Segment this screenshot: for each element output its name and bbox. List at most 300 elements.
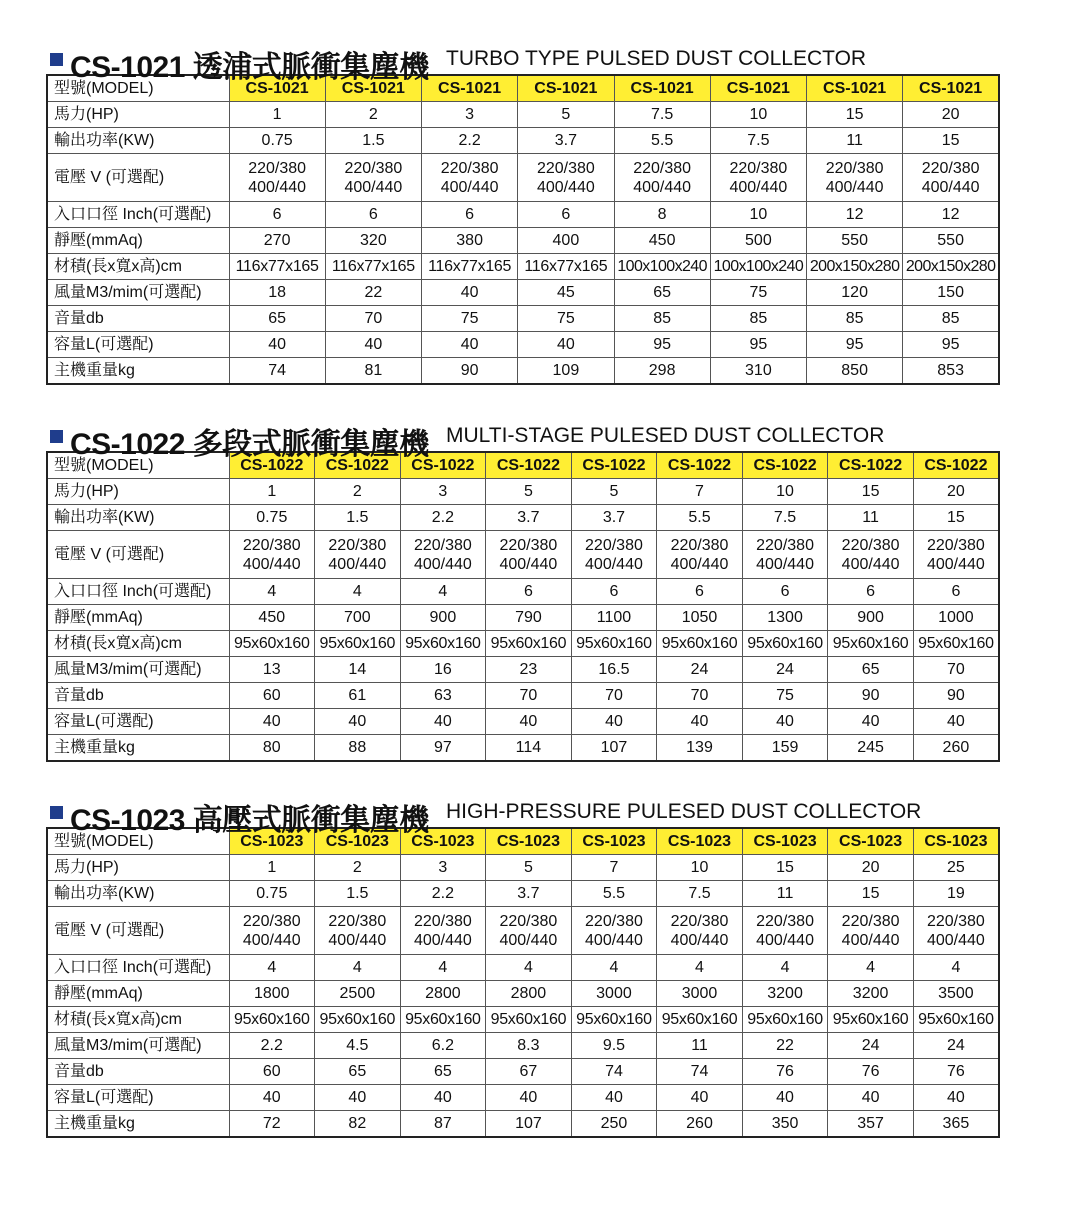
table-cell [828,907,914,955]
model-cell: CS-1022 [828,452,914,479]
table-cell: 139 [657,735,743,762]
table-cell: 4 [229,955,315,981]
table-cell: 150 [903,280,999,306]
table-cell [325,154,421,202]
table-cell: 310 [710,358,806,385]
table-cell: 40 [742,1085,828,1111]
voltage-line-1: 220/380 [248,159,307,177]
voltage-line-1: 220/380 [328,536,387,554]
table-cell [422,154,518,202]
table-cell: 2.2 [400,505,486,531]
model-cell: CS-1022 [657,452,743,479]
voltage-line-1: 220/380 [926,536,985,554]
voltage-line-1: 220/380 [585,536,643,554]
table-cell: 40 [400,709,486,735]
table-cell: 2 [315,479,401,505]
table-cell: 40 [325,332,421,358]
table-cell: 3.7 [486,505,572,531]
table-cell: 107 [486,1111,572,1138]
voltage-line-2: 400/440 [926,931,985,949]
row-label: 電壓 V (可選配) [47,154,229,202]
table-row [47,735,999,762]
table-cell: 65 [828,657,914,683]
model-cell: CS-1023 [657,828,743,855]
table-cell: 357 [828,1111,914,1138]
table-cell: 116x77x165 [325,254,421,280]
model-cell: CS-1022 [913,452,999,479]
table-cell: 10 [657,855,743,881]
table-cell: 95 [614,332,710,358]
table-cell: 4 [400,955,486,981]
table-cell: 74 [657,1059,743,1085]
model-cell: CS-1021 [710,75,806,102]
table-cell: 1.5 [325,128,421,154]
table-cell: 7 [657,479,743,505]
table-row [47,280,999,306]
voltage-line-1: 220/380 [921,159,980,177]
table-cell: 114 [486,735,572,762]
table-cell: 15 [913,505,999,531]
table-cell: 95x60x160 [657,631,743,657]
table-row [47,881,999,907]
row-label: 容量L(可選配) [47,332,229,358]
voltage-line-1: 220/380 [670,536,729,554]
table-cell: 25 [913,855,999,881]
table-cell: 320 [325,228,421,254]
voltage-line-1: 220/380 [926,912,985,930]
table-cell: 3200 [742,981,828,1007]
table-row [47,306,999,332]
table-cell: 250 [571,1111,657,1138]
model-cell: CS-1022 [315,452,401,479]
table-cell: 20 [903,102,999,128]
table-cell: 81 [325,358,421,385]
table-cell: 40 [571,709,657,735]
table-cell: 40 [518,332,614,358]
table-cell: 63 [400,683,486,709]
voltage-line-2: 400/440 [440,178,499,196]
voltage-line-2: 400/440 [413,555,472,573]
table-cell: 70 [325,306,421,332]
voltage-line-1: 220/380 [499,912,558,930]
table-cell: 3200 [828,981,914,1007]
table-cell: 90 [422,358,518,385]
table-cell: 40 [828,1085,914,1111]
table-row [47,358,999,385]
model-cell: CS-1022 [486,452,572,479]
row-label: 風量M3/mim(可選配) [47,280,229,306]
table-cell: 22 [742,1033,828,1059]
table-row [47,981,999,1007]
table-cell: 95x60x160 [571,631,657,657]
table-cell: 0.75 [229,505,315,531]
voltage-line-2: 400/440 [633,178,692,196]
model-cell: CS-1021 [518,75,614,102]
table-cell: 95x60x160 [486,631,572,657]
table-cell: 15 [828,881,914,907]
table-row [47,102,999,128]
table-row [47,202,999,228]
table-cell: 3.7 [486,881,572,907]
table-cell: 4 [400,579,486,605]
table-cell: 95x60x160 [400,631,486,657]
table-cell: 85 [710,306,806,332]
table-cell: 5 [486,855,572,881]
table-cell: 95x60x160 [657,1007,743,1033]
table-cell: 40 [742,709,828,735]
table-cell: 85 [807,306,903,332]
table-cell: 72 [229,1111,315,1138]
section-english-title: HIGH-PRESSURE PULESED DUST COLLECTOR [446,800,922,823]
table-cell: 4 [828,955,914,981]
table-cell: 90 [828,683,914,709]
table-cell: 260 [657,1111,743,1138]
table-row [47,1007,999,1033]
table-cell: 10 [710,102,806,128]
table-cell: 18 [229,280,325,306]
section-title [46,421,998,461]
table-row [47,579,999,605]
table-cell [486,907,572,955]
table-cell: 40 [913,709,999,735]
table-cell: 40 [315,709,401,735]
row-label: 靜壓(mmAq) [47,981,229,1007]
table-cell: 15 [807,102,903,128]
table-row [47,683,999,709]
model-cell: CS-1021 [422,75,518,102]
table-cell: 22 [325,280,421,306]
table-cell: 70 [571,683,657,709]
table-cell: 67 [486,1059,572,1085]
table-cell: 1800 [229,981,315,1007]
table-cell: 65 [614,280,710,306]
voltage-line-1: 220/380 [328,912,387,930]
table-cell: 95x60x160 [913,1007,999,1033]
table-cell: 1.5 [315,505,401,531]
table-cell: 40 [828,709,914,735]
table-cell: 40 [571,1085,657,1111]
table-cell [913,907,999,955]
table-cell: 2500 [315,981,401,1007]
model-cell: CS-1021 [229,75,325,102]
table-cell: 40 [229,332,325,358]
voltage-line-1: 220/380 [499,536,558,554]
table-cell: 24 [913,1033,999,1059]
row-label: 容量L(可選配) [47,1085,229,1111]
table-cell: 2 [315,855,401,881]
row-label: 風量M3/mim(可選配) [47,657,229,683]
table-cell: 1050 [657,605,743,631]
table-cell: 85 [614,306,710,332]
table-cell: 6 [913,579,999,605]
row-label: 電壓 V (可選配) [47,531,229,579]
table-cell: 1300 [742,605,828,631]
table-cell: 40 [486,709,572,735]
row-label: 音量db [47,1059,229,1085]
table-cell: 95x60x160 [828,631,914,657]
row-label: 電壓 V (可選配) [47,907,229,955]
table-row [47,505,999,531]
voltage-line-2: 400/440 [242,555,301,573]
row-label: 入口口徑 Inch(可選配) [47,202,229,228]
table-cell: 95 [903,332,999,358]
table-cell: 550 [807,228,903,254]
voltage-line-2: 400/440 [670,555,729,573]
table-cell: 40 [657,1085,743,1111]
table-cell: 850 [807,358,903,385]
voltage-line-2: 400/440 [344,178,403,196]
table-cell: 6 [657,579,743,605]
table-cell: 380 [422,228,518,254]
voltage-line-2: 400/440 [328,931,387,949]
row-label: 主機重量kg [47,1111,229,1138]
table-cell: 4 [229,579,315,605]
row-label: 音量db [47,683,229,709]
table-cell [400,907,486,955]
voltage-line-2: 400/440 [670,931,729,949]
table-cell: 24 [657,657,743,683]
table-row [47,631,999,657]
spec-table [46,451,1000,762]
table-cell [315,531,401,579]
table-cell: 95x60x160 [315,1007,401,1033]
row-label: 型號(MODEL) [47,75,229,102]
table-cell: 95 [710,332,806,358]
table-row [47,605,999,631]
table-cell: 70 [913,657,999,683]
table-cell: 159 [742,735,828,762]
table-cell [913,531,999,579]
spec-section-cs1023 [46,797,998,1138]
voltage-line-1: 220/380 [729,159,788,177]
table-cell: 4 [742,955,828,981]
table-cell [315,907,401,955]
voltage-line-2: 400/440 [242,931,301,949]
voltage-line-1: 220/380 [242,912,301,930]
table-cell: 270 [229,228,325,254]
table-cell: 95x60x160 [486,1007,572,1033]
voltage-line-2: 400/440 [926,555,985,573]
table-cell: 15 [903,128,999,154]
table-cell: 15 [742,855,828,881]
spec-section-cs1021 [46,44,998,385]
table-cell: 1 [229,855,315,881]
table-cell: 100x100x240 [614,254,710,280]
table-cell: 4.5 [315,1033,401,1059]
table-row [47,907,999,955]
voltage-line-2: 400/440 [756,555,814,573]
table-cell: 4 [657,955,743,981]
voltage-line-2: 400/440 [328,555,387,573]
voltage-line-2: 400/440 [585,931,643,949]
model-cell: CS-1023 [229,828,315,855]
voltage-line-1: 220/380 [242,536,301,554]
table-cell: 116x77x165 [229,254,325,280]
table-cell: 3 [400,479,486,505]
table-cell: 107 [571,735,657,762]
table-cell: 61 [315,683,401,709]
row-label: 容量L(可選配) [47,709,229,735]
table-cell: 1.5 [315,881,401,907]
table-cell: 45 [518,280,614,306]
voltage-line-1: 220/380 [413,912,472,930]
row-label: 音量db [47,306,229,332]
table-cell [614,154,710,202]
table-cell: 70 [657,683,743,709]
table-cell: 5 [486,479,572,505]
table-cell: 40 [913,1085,999,1111]
voltage-line-1: 220/380 [841,912,900,930]
table-cell [229,154,325,202]
row-label: 輸出功率(KW) [47,128,229,154]
table-cell: 298 [614,358,710,385]
table-cell [742,907,828,955]
table-cell: 5 [518,102,614,128]
table-cell: 6 [229,202,325,228]
row-label: 型號(MODEL) [47,452,229,479]
table-row [47,228,999,254]
row-label: 型號(MODEL) [47,828,229,855]
table-cell: 6 [571,579,657,605]
table-cell: 70 [486,683,572,709]
row-label: 主機重量kg [47,735,229,762]
table-cell: 4 [486,955,572,981]
table-cell: 75 [742,683,828,709]
table-cell [229,907,315,955]
table-cell: 5.5 [614,128,710,154]
table-cell: 10 [710,202,806,228]
table-cell: 400 [518,228,614,254]
table-cell: 2 [325,102,421,128]
table-cell: 75 [710,280,806,306]
model-cell: CS-1022 [400,452,486,479]
row-label: 入口口徑 Inch(可選配) [47,955,229,981]
table-cell: 6 [422,202,518,228]
table-row [47,1085,999,1111]
table-cell: 95x60x160 [828,1007,914,1033]
voltage-line-1: 220/380 [536,159,595,177]
table-cell: 6 [742,579,828,605]
table-cell: 95x60x160 [400,1007,486,1033]
table-cell [710,154,806,202]
row-label: 靜壓(mmAq) [47,228,229,254]
table-cell: 11 [828,505,914,531]
voltage-line-1: 220/380 [633,159,692,177]
row-label: 材積(長x寬x高)cm [47,1007,229,1033]
voltage-line-2: 400/440 [499,931,558,949]
voltage-line-1: 220/380 [585,912,643,930]
table-row [47,254,999,280]
table-row [47,332,999,358]
model-cell: CS-1023 [400,828,486,855]
bullet-square-icon [50,53,63,66]
table-cell: 3000 [571,981,657,1007]
table-cell: 74 [571,1059,657,1085]
table-cell: 7 [571,855,657,881]
table-cell: 40 [229,709,315,735]
table-cell: 2.2 [422,128,518,154]
table-cell: 11 [657,1033,743,1059]
table-cell: 7.5 [710,128,806,154]
voltage-line-1: 220/380 [413,536,472,554]
table-cell: 450 [229,605,315,631]
table-cell: 1 [229,479,315,505]
table-cell: 75 [518,306,614,332]
table-cell: 16 [400,657,486,683]
section-english-title: MULTI-STAGE PULESED DUST COLLECTOR [446,424,885,447]
table-row [47,1059,999,1085]
table-cell: 95x60x160 [571,1007,657,1033]
table-cell: 7.5 [742,505,828,531]
table-cell: 60 [229,1059,315,1085]
table-cell: 65 [315,1059,401,1085]
table-cell: 200x150x280 [903,254,999,280]
table-cell: 3.7 [518,128,614,154]
section-model-title: CS-1023 高壓式脈衝集塵機 [70,804,429,837]
model-cell: CS-1022 [571,452,657,479]
row-label: 輸出功率(KW) [47,505,229,531]
table-cell: 200x150x280 [807,254,903,280]
table-cell: 7.5 [657,881,743,907]
table-cell: 11 [807,128,903,154]
table-cell: 900 [828,605,914,631]
table-cell: 76 [913,1059,999,1085]
row-label: 主機重量kg [47,358,229,385]
table-cell: 120 [807,280,903,306]
table-cell: 116x77x165 [518,254,614,280]
table-cell: 20 [828,855,914,881]
model-cell: CS-1021 [614,75,710,102]
voltage-line-1: 220/380 [670,912,729,930]
table-cell [400,531,486,579]
row-label: 靜壓(mmAq) [47,605,229,631]
table-cell: 24 [742,657,828,683]
table-cell: 74 [229,358,325,385]
model-cell: CS-1023 [315,828,401,855]
table-cell: 100x100x240 [710,254,806,280]
table-cell: 76 [742,1059,828,1085]
table-cell: 350 [742,1111,828,1138]
table-cell: 8.3 [486,1033,572,1059]
table-cell: 365 [913,1111,999,1138]
table-cell: 2800 [400,981,486,1007]
model-cell: CS-1022 [229,452,315,479]
table-cell: 40 [657,709,743,735]
table-cell: 3000 [657,981,743,1007]
table-cell: 90 [913,683,999,709]
voltage-line-2: 400/440 [585,555,643,573]
table-cell [486,531,572,579]
table-cell: 4 [913,955,999,981]
table-cell: 2.2 [229,1033,315,1059]
table-cell: 95x60x160 [742,631,828,657]
table-cell: 0.75 [229,128,325,154]
table-cell: 790 [486,605,572,631]
table-cell: 2.2 [400,881,486,907]
table-cell: 6 [518,202,614,228]
spec-table [46,827,1000,1138]
section-model-title: CS-1021 透浦式脈衝集塵機 [70,51,429,84]
table-cell: 2800 [486,981,572,1007]
table-cell [657,907,743,955]
table-cell: 14 [315,657,401,683]
table-cell [828,531,914,579]
table-cell: 23 [486,657,572,683]
table-cell: 95x60x160 [229,631,315,657]
table-cell: 95x60x160 [742,1007,828,1033]
table-row [47,1111,999,1138]
table-cell: 3500 [913,981,999,1007]
